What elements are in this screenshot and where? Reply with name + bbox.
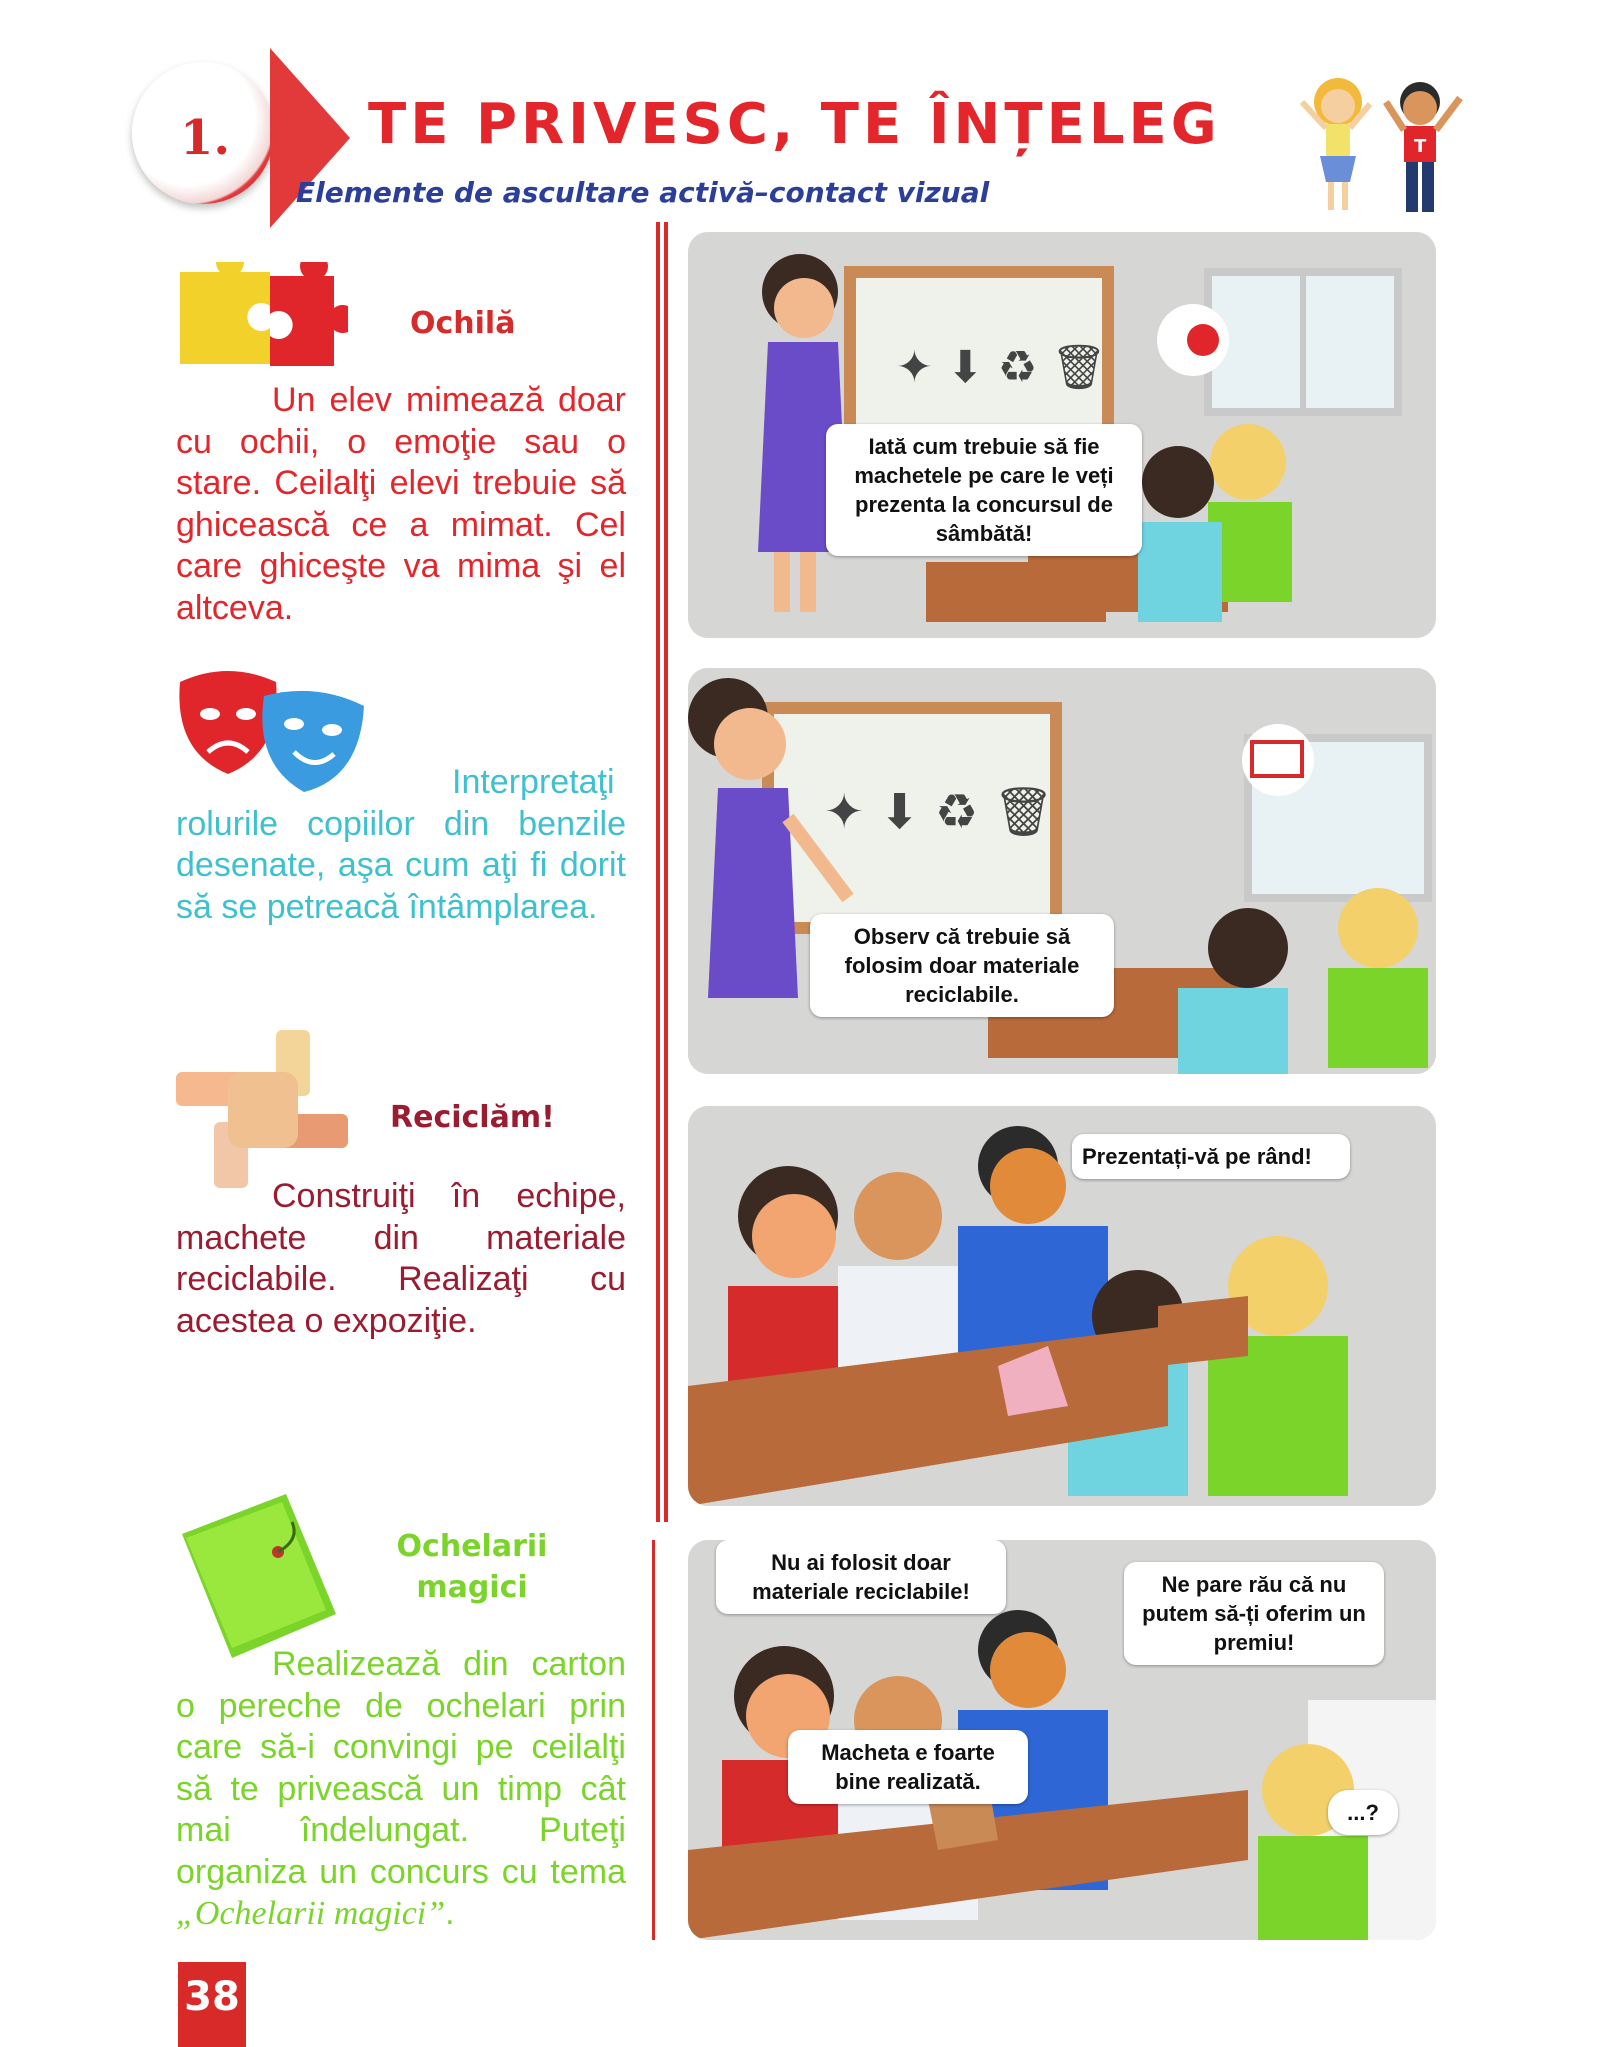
activity-text-reciclam: Construiţi în echipe, machete din materiale reciclabile. Realizaţi cu acestea o expoziţie. bbox=[176, 1177, 626, 1340]
activity-text-ochelarii-body: Realizează din carton o pereche de ochelari prin care să-i convingi pe ceilalţi să te privească un timp cât mai îndelungat. Puteţi organiza un concurs cu tema bbox=[176, 1645, 626, 1891]
activity-title-reciclam: Reciclăm! bbox=[390, 1100, 555, 1135]
activity-title-ochila: Ochilă bbox=[410, 306, 516, 341]
comic-panel-4 bbox=[688, 1540, 1436, 1940]
comic-panel-1 bbox=[688, 232, 1436, 638]
column-divider bbox=[652, 1540, 655, 1940]
column-divider bbox=[656, 222, 660, 1522]
page-title: TE PRIVESC, TE ÎNȚELEG bbox=[368, 92, 1221, 157]
comic-panel-2 bbox=[688, 668, 1436, 1074]
puzzle-icon bbox=[176, 262, 348, 372]
hands-icon bbox=[176, 1030, 348, 1188]
svg-text:✦ ⬇ ♻ 🗑: ✦ ⬇ ♻ 🗑 bbox=[824, 784, 1055, 840]
svg-text:T: T bbox=[1414, 136, 1427, 157]
speech-bubble-panel1: Iată cum trebuie să fie machetele pe care le veți prezenta la concursul de sâmbătă! bbox=[826, 424, 1142, 556]
lesson-number: 1. bbox=[180, 110, 231, 166]
activity-text-ochelarii-tail: . bbox=[445, 1894, 455, 1932]
speech-bubble-panel4-right: Ne pare rău că nu putem să-ți oferim un premiu! bbox=[1124, 1562, 1384, 1665]
comic-panel-3 bbox=[688, 1106, 1436, 1506]
activity-text-ochila: Un elev mimează doar cu ochii, o emoţie sau o stare. Ceilalţi elevi trebuie să ghicească ce a mimat. Cel care ghiceşte va mima şi el altceva. bbox=[176, 381, 626, 627]
green-folder-icon bbox=[176, 1494, 346, 1660]
speech-bubble-panel3: Prezentați-vă pe rând! bbox=[1072, 1134, 1350, 1179]
page-subtitle: Elemente de ascultare activă–contact vizual bbox=[296, 176, 990, 209]
svg-text:✦ ⬇ ♻ 🗑: ✦ ⬇ ♻ 🗑 bbox=[896, 342, 1107, 393]
activity-text-ochelarii-quote: „Ochelarii magici” bbox=[176, 1895, 446, 1932]
speech-bubble-panel2: Observ că trebuie să folosim doar materiale reciclabile. bbox=[810, 914, 1114, 1017]
activity-title-ochelarii: Ochelarii magici bbox=[396, 1529, 548, 1605]
page-number: 38 bbox=[178, 1962, 246, 2047]
activity-text-interpretati: Interpretaţi rolurile copiilor din benzile desenate, aşa cum aţi fi dorit să se petreacă întâmplarea. bbox=[176, 763, 626, 926]
speech-bubble-panel4-center: Macheta e foarte bine realizată. bbox=[788, 1730, 1028, 1804]
speech-bubble-panel4-left: Nu ai folosit doar materiale reciclabile! bbox=[716, 1540, 1006, 1614]
column-divider bbox=[664, 222, 668, 1522]
speech-bubble-panel4-child: ...? bbox=[1328, 1790, 1398, 1835]
kids-illustration-icon bbox=[1290, 62, 1480, 222]
activity-text-ochelarii bbox=[176, 1644, 626, 1935]
